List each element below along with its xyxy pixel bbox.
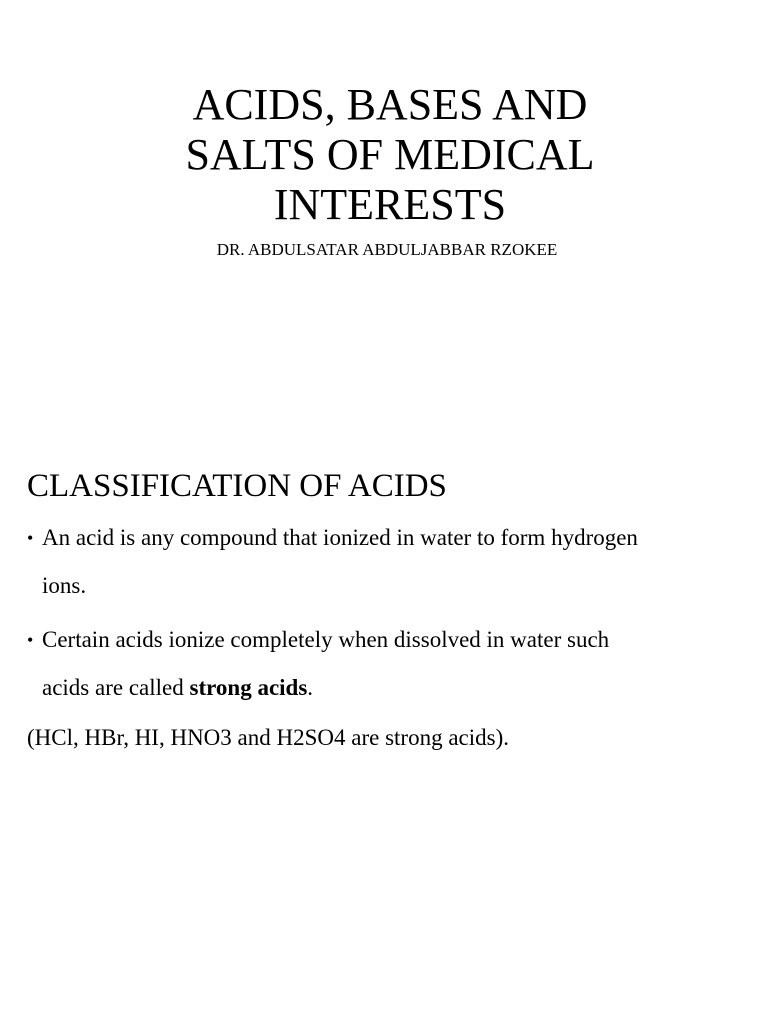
classification-section [27, 464, 747, 758]
title-line-3: INTERESTS [273, 180, 507, 229]
bullet-icon: • [27, 630, 34, 650]
bullet-item-1 [27, 514, 747, 610]
author-name: DR. ABDULSATAR ABDULJABBAR RZOKEE [216, 240, 558, 259]
strong-acids-term: strong acids [189, 675, 308, 700]
bullet-1-line-1: An acid is any compound that ionized in water to form hydrogen [42, 525, 638, 550]
title-line-2: SALTS OF MEDICAL [185, 130, 595, 179]
bullet-item-2 [27, 616, 747, 712]
section-heading: CLASSIFICATION OF ACIDS [27, 468, 447, 504]
bullet-2-line-2 [40, 664, 747, 712]
bullet-1-line-2: ions. [42, 573, 87, 598]
bullet-2-line-1: Certain acids ionize completely when dissolved in water such [42, 627, 610, 652]
title-line-1: ACIDS, BASES AND [192, 80, 588, 129]
bullet-2-prefix: acids are called [42, 675, 190, 700]
bullet-icon: • [27, 528, 34, 548]
document-title [0, 80, 768, 230]
bullet-2-suffix: . [307, 675, 314, 700]
strong-acids-examples: (HCl, HBr, HI, HNO3 and H2SO4 are strong acids). [27, 725, 510, 750]
